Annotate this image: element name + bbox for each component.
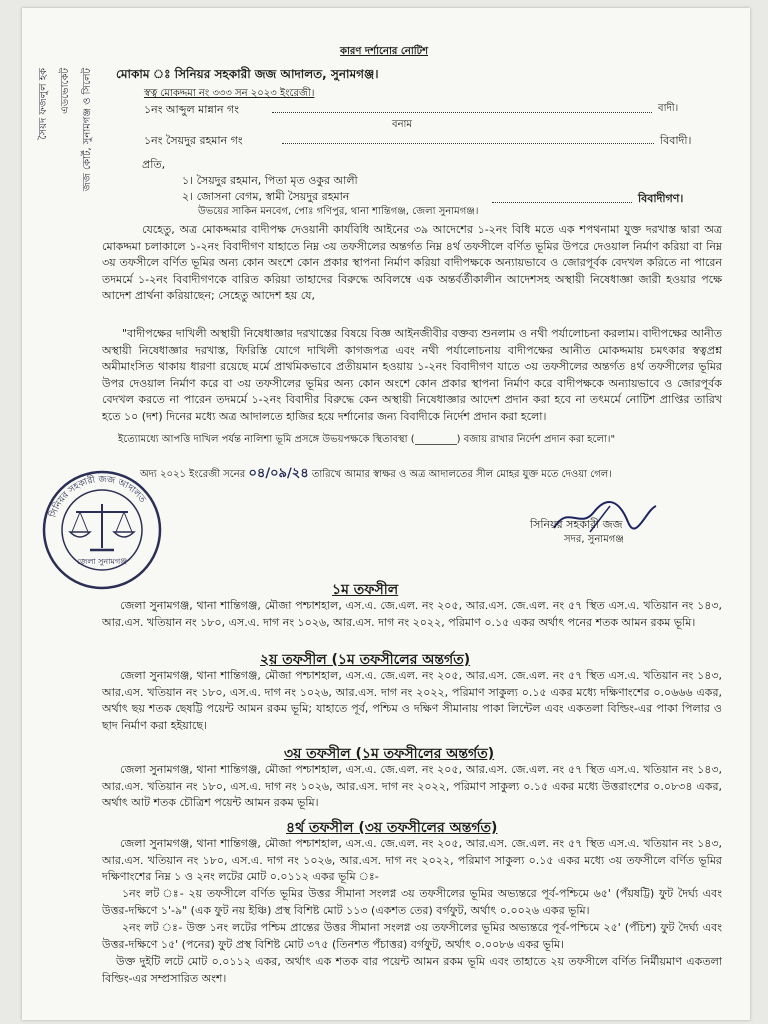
plaintiff-role: বাদী। — [658, 103, 679, 114]
recipient-1: ১। সৈয়দুর রহমান, পিতা মৃত ওকুর আলী — [182, 174, 358, 187]
schedule-1-title: ১ম তফসীল — [332, 582, 399, 598]
signature-place: সদর, সুনামগঞ্জ — [564, 534, 624, 545]
to-label: প্রতি, — [142, 158, 166, 171]
recipient-role: বিবাদীগণ। — [638, 192, 684, 205]
notice-title: কারণ দর্শানোর নোটিশ — [340, 46, 429, 57]
date-prefix: অদ্য ২০২১ ইংরেজী সনের — [140, 469, 246, 480]
schedule-3-title: ৩য় তফসীল (১ম তফসীলের অন্তর্গত) — [284, 746, 495, 762]
schedule-4-body: জেলা সুনামগঞ্জ, থানা শান্তিগঞ্জ, মৌজা পশ্চাশহাল, এস.এ. জে.এল. নং ২০৫, আর.এস. জে.এল. নং ৫৭ স্থিত এস.এ. খতিয়ান নং ১৪৩, আর.এস. খতিয়ান নং ১৮০, এস.এ. দাগ নং ১০২৬, আর.এস. দাগ নং ২০২২, পরিমাণ সাকুল্য ০.১৫ একর মধ্যে ৩য় তফসীলে বর্ণিত ভূমির দক্ষিণাংশের নিম্ন ১ ও ২নং লটের মোট ০.০১১২ একর ভূমি ঃ- — [102, 837, 722, 883]
case-number: স্বত্ব মোকদ্দমা নং ৩৩৩ সন ২০২৩ ইংরেজী। — [144, 88, 315, 99]
status-quo-line — [118, 432, 615, 449]
seal-arc-text: সিনিয়র সহকারী জজ আদালত — [48, 474, 148, 520]
recipient-dotted-line — [492, 202, 632, 203]
status-quo-text-b: ) বজায় রাখার নির্দেশ প্রদান করা হলো।" — [456, 434, 616, 445]
schedule-3-body: জেলা সুনামগঞ্জ, থানা শান্তিগঞ্জ, মৌজা পশ্চাশহাল, এস.এ. জে.এল. নং ২০৫, আর.এস. জে.এল. নং ৫৭ স্থিত এস.এ. খতিয়ান নং ১৪৩, আর.এস. খতিয়ান নং ১৮০, এস.এ. দাগ নং ১০২৬, আর.এস. দাগ নং ২০২২, পরিমাণ সাকুল্য ০.১৫ একর মধ্যে উত্তরাংশের ০.০৮৩৪ একর, অর্থাৎ আট শতক চৌত্রিশ পয়েন্ট আমন রকম ভূমি। — [102, 763, 722, 809]
lot-2: ২নং লট ঃ- উক্ত ১নং লটের পশ্চিম প্রান্তের উত্তর সীমানা সংলগ্ন ৩য় তফসীলের ভূমির অভ্যন্তরে পূর্ব-পশ্চিমে ২৫' (পঁচিশ) ফুট দৈর্ঘ্য এবং উত্তর-দক্ষিণে ১৫' (পনের) ফুট প্রস্থ বিশিষ্ট মোট ৩৭৫ (তিনশত পঁচাত্তর) বর্গফুট, অর্থাৎ ০.০০৮৬ একর ভূমি। — [102, 921, 722, 951]
defendant-dotted-line — [282, 143, 654, 144]
advocate-court: জজ কোর্ট, সুনামগঞ্জ ও সিলেট — [82, 68, 93, 192]
status-quo-text-a: ইত্যোমধ্যে আপত্তি দাখিল পর্যন্ত নালিশা ভূমি প্রসঙ্গে উভয়পক্ষকে স্থিতাবস্থা ( — [118, 434, 415, 445]
plaintiff-name: ১নং আব্দুল মান্নান গং — [144, 103, 239, 116]
paragraph-order: "বাদীপক্ষের দাখিলী অস্থায়ী নিষেধাজ্ঞার দরখাস্তের বিষয়ে বিজ্ঞ আইনজীবীর বক্তব্য শুনলাম ও নথী পর্যালোচনা করলাম। বাদীপক্ষের আনীত অস্থায়ী নিষেধাজ্ঞার দরখাস্ত, ফিরিস্তি যোগে দাখিলী কাগজপত্র এবং নথী পর্যালোচনায় বাদীপক্ষের আনীত মোকদ্দমায় চমৎকার স্বত্বপ্রশ্ন অমীমাংসিত থাকায় ধারণা রয়েছে মর্মে প্রাথমিকভাবে প্রতীয়মান হওয়ায় ১-২নং বিবাদীগণ যাতে ৩য় তফসীলের অন্তর্গত ৪র্থ তফসীলের ভূমির উপর দেওয়াল নির্মাণ করে বা ৩য় তফসীলের ভূমির অন্য কোন অংশে কোন প্রকার স্থাপনা নির্মাণ করে বাদীপক্ষকে অন্যায়ভাবে ও জোরপূর্বক বেদখল করতে না পারেন তদমর্মে ১-২নং বিবাদীর বিরুদ্ধে কেন অস্থায়ী নিষেধাজ্ঞার আদেশ প্রদান করা হবে না তৎমর্মে নোটিশ প্রাপ্তির তারিখ হতে ১০ (দশ) দিনের মধ্যে অত্র আদালতে হাজির হয়ে দর্শানোর জন্য বিবাদীকে নির্দেশ প্রদান করা হলো। — [102, 327, 722, 423]
date-line — [140, 464, 612, 485]
advocate-side-stamp — [32, 68, 122, 238]
defendant-role: বিবাদী। — [660, 134, 692, 147]
document-page — [22, 8, 750, 1020]
status-quo-blank — [415, 434, 457, 445]
schedule-2-body: জেলা সুনামগঞ্জ, থানা শান্তিগঞ্জ, মৌজা পশ্চাশহাল, এস.এ. জে.এল. নং ২০৫, আর.এস. জে.এল. নং ৫৭ স্থিত এস.এ. খতিয়ান নং ১৪৩, আর.এস. খতিয়ান নং ১৮০, এস.এ. দাগ নং ১০২৬, আর.এস. দাগ নং ২০২২, পরিমাণ সাকুল্য ০.১৫ একর মধ্যে দক্ষিণাংশের ০.০৬৬৬ একর, অর্থাৎ ছয় শতক ছেষট্টি পয়েন্ট আমন রকম ভূমি; যাহাতে পূর্ব, পশ্চিম ও দক্ষিণ সীমানায় পাকা লিন্টেল এবং একতলা বিল্ডিং-এর পাকা পিলার ও ছাদ নির্মাণ করা হইয়াছে। — [102, 669, 722, 732]
handwritten-date: ০৪/০৯/২৪ — [248, 466, 309, 481]
schedule-2-title: ২য় তফসীল (১ম তফসীলের অন্তর্গত) — [260, 652, 471, 668]
seal-bottom-text: জেলা সুনামগঞ্জ — [76, 557, 128, 566]
lot-1: ১নং লট ঃ- ২য় তফসীলে বর্ণিত ভূমির উত্তর সীমানা সংলগ্ন ৩য় তফসীলের ভূমির অভ্যন্তরে পূর্ব-পশ্চিমে ৬৫' (পঁয়ষট্টি) ফুট দৈর্ঘ্য এবং উত্তর-দক্ষিণে ১'-৯" (এক ফুট নয় ইঞ্চি) প্রস্থ বিশিষ্ট মোট ১১৩ (একশত তের) বর্গফুট, অর্থাৎ ০.০০২৬ একর ভূমি। — [102, 887, 722, 917]
lot-total: উক্ত দুইটি লটে মোট ০.০১১২ একর, অর্থাৎ এক শতক বার পয়েন্ট আমন রকম ভূমি এবং তাহাতে ২য় তফসীলে বর্ণিত নির্মীয়মাণ একতলা বিল্ডিং-এর সম্প্রসারিত অংশ। — [102, 955, 722, 985]
plaintiff-dotted-line — [272, 112, 652, 113]
recipient-2: ২। জোসনা বেগম, স্বামী সৈয়দুর রহমান — [182, 190, 350, 203]
recipient-address: উভয়ের সাকিন মনবেগ, পোঃ গণিপুর, থানা শান্তিগঞ্জ, জেলা সুনামগঞ্জ। — [198, 206, 479, 217]
date-suffix: তারিখে আমার স্বাক্ষর ও অত্র আদালতের সীল মোহর যুক্ত মতে দেওয়া গেল। — [311, 469, 612, 480]
advocate-name: সৈয়দ ফজলুল হক — [38, 68, 49, 140]
paragraph-application: যেহেতু, অত্র মোকদ্দমার বাদীপক্ষ দেওয়ানী কার্যবিধি আইনের ৩৯ আদেশের ১-২নং বিধি মতে এক শপথনামা যুক্ত দরখাস্ত দ্বারা অত্র মোকদ্দমা চলাকালে ১-২নং বিবাদীগণ যাহাতে নিম্ন ৩য় তফসীলের অন্তর্গত নিম্ন ৪র্থ তফসীলে বর্ণিত ভূমির উপরে দেওয়াল নির্মাণ করিয়া বা নিম্ন ৩য় তফসীলে বর্ণিত ভূমির অন্য কোন অংশে কোন প্রকার স্থাপনা নির্মাণ করিয়া বাদীপক্ষকে অন্যায়ভাবে ও জোরপূর্বক বেদখল করিতে না পারেন তদমর্মে ১-২নং বিবাদীগণকে বারিত করিয়া তাহাদের বিরুদ্ধে অবিলম্বে এক অন্তর্বর্তীকালীন আদেশসহ অস্থায়ী নিষেধাজ্ঞা জারী হওয়ার পক্ষে আদেশ প্রার্থনা করিয়াছেন; সেহেতু আদেশ হয় যে, — [102, 223, 722, 302]
defendant-name: ১নং সৈয়দুর রহমান গং — [144, 134, 243, 147]
schedule-1-body: জেলা সুনামগঞ্জ, থানা শান্তিগঞ্জ, মৌজা পশ্চাশহাল, এস.এ. জে.এল. নং ২০৫, আর.এস. জে.এল. নং ৫৭ স্থিত এস.এ. খতিয়ান নং ১৪৩, আর.এস. খতিয়ান নং ১৮০, এস.এ. দাগ নং ১০২৬, আর.এস. দাগ নং ২০২২, পরিমাণ ০.১৫ একর অর্থাৎ পনের শতক আমন রকম ভূমি। — [102, 599, 722, 629]
court-seal — [40, 468, 164, 596]
court-line: মোকাম ঃ সিনিয়র সহকারী জজ আদালত, সুনামগঞ্জ। — [116, 67, 379, 81]
advocate-title: এডভোকেট — [60, 68, 71, 114]
signature-title: সিনিয়র সহকারী জজ — [530, 518, 623, 531]
schedule-4-title: ৪র্থ তফসীল (৩য় তফসীলের অন্তর্গত) — [286, 820, 498, 836]
versus-label: বনাম — [392, 119, 412, 130]
